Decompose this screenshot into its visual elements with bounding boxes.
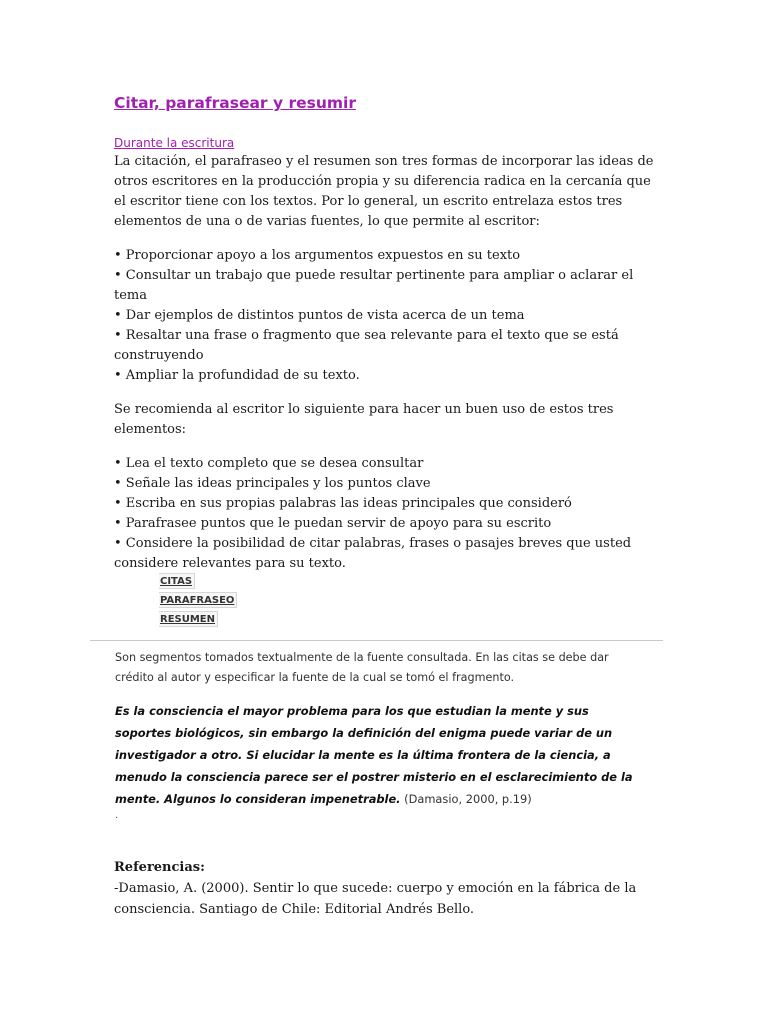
- tab-parafraseo[interactable]: PARAFRASEO: [159, 592, 237, 608]
- quote-text: Es la consciencia el mayor problema para los que estudian la mente y sus soportes biológicos, sin embargo la definición del enigma puede variar de un investigador a otro. Si elucidar la mente es la última frontera de la ciencia, a menudo la consciencia parece ser el postrer misterio en el esclarecimiento de la mente. Algunos lo consideran impenetrable.: [115, 704, 633, 806]
- page-title: Citar, parafrasear y resumir: [114, 94, 356, 112]
- section-subtitle-link[interactable]: Durante la escritura: [114, 136, 235, 150]
- list-item: • Considere la posibilidad de citar palabras, frases o pasajes breves que usted considere relevantes para su texto.: [114, 536, 632, 571]
- references-text: -Damasio, A. (2000). Sentir lo que sucede: cuerpo y emoción en la fábrica de la consciencia. Santiago de Chile: Editorial Andrés Bello.: [114, 881, 637, 917]
- quote-block: [115, 700, 645, 810]
- tab-panel-citas: [115, 648, 645, 821]
- list-item: • Dar ejemplos de distintos puntos de vista acerca de un tema: [114, 308, 525, 323]
- list-item: • Escriba en sus propias palabras las ideas principales que consideró: [114, 496, 572, 511]
- list-item: • Señale las ideas principales y los puntos clave: [114, 476, 431, 491]
- intro-paragraph: La citación, el parafraseo y el resumen son tres formas de incorporar las ideas de otros escritores en la producción propia y su diferencia radica en la cercanía que el escritor tiene con los textos. Por lo general, un escrito entrelaza estos tres elementos de una o de varias fuentes, lo que permite al escritor:: [114, 154, 654, 229]
- recommendation-paragraph: Se recomienda al escritor lo siguiente para hacer un buen uso de estos tres elementos:: [114, 402, 614, 437]
- list-item: • Lea el texto completo que se desea consultar: [114, 456, 424, 471]
- tab-resumen[interactable]: RESUMEN: [159, 611, 218, 627]
- tab-divider: [90, 640, 663, 641]
- recommendations-list: [114, 454, 664, 574]
- citas-description: Son segmentos tomados textualmente de la fuente consultada. En las citas se debe dar crédito al autor y especificar la fuente de la cual se tomó el fragmento.: [115, 651, 609, 684]
- trailing-dot: .: [115, 810, 119, 821]
- references-title: Referencias:: [114, 860, 205, 875]
- references-section: [114, 858, 654, 920]
- benefits-list: [114, 246, 664, 386]
- tab-citas[interactable]: CITAS: [159, 573, 195, 589]
- document-body: [114, 94, 664, 574]
- list-item: • Resaltar una frase o fragmento que sea relevante para el texto que se está construyendo: [114, 328, 619, 363]
- list-item: • Consultar un trabajo que puede resultar pertinente para ampliar o aclarar el tema: [114, 268, 634, 303]
- tab-list: [159, 573, 237, 630]
- quote-citation: (Damasio, 2000, p.19): [404, 792, 532, 806]
- list-item: • Proporcionar apoyo a los argumentos expuestos en su texto: [114, 248, 521, 263]
- list-item: • Ampliar la profundidad de su texto.: [114, 368, 360, 383]
- list-item: • Parafrasee puntos que le puedan servir de apoyo para su escrito: [114, 516, 552, 531]
